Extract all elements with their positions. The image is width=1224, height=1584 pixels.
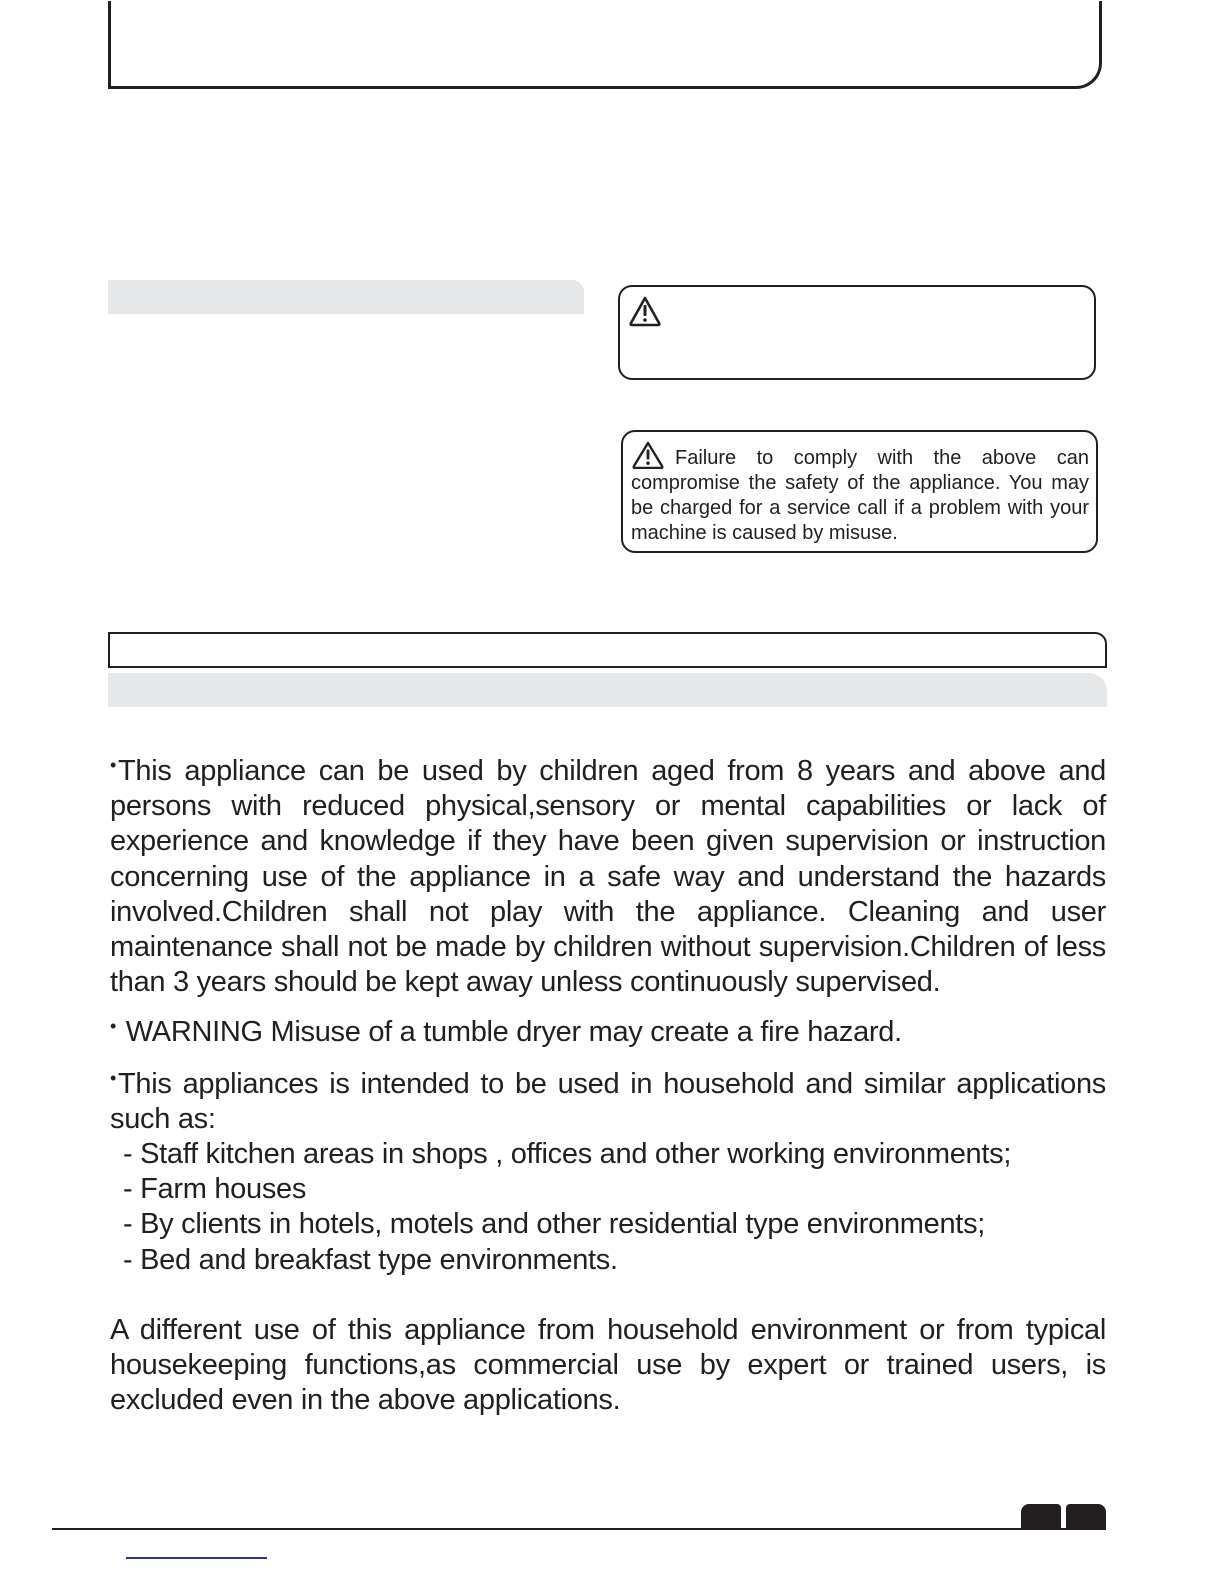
list-item: - Farm houses bbox=[123, 1173, 307, 1206]
title-frame bbox=[108, 1, 1102, 89]
list-item: - Staff kitchen areas in shops , offices and other working environments; bbox=[123, 1138, 1012, 1171]
caution-box bbox=[618, 285, 1096, 380]
section-title-frame bbox=[108, 632, 1107, 668]
fire-hazard-warning: • WARNING Misuse of a tumble dryer may create a fire hazard. bbox=[110, 1016, 902, 1049]
bullet-icon: • bbox=[110, 1067, 117, 1088]
page-number-tab-right bbox=[1066, 1504, 1106, 1530]
intended-use-paragraph: •This appliances is intended to be used in household and similar applications such as: bbox=[110, 1067, 1106, 1135]
safety-instructions bbox=[110, 748, 1106, 1418]
misuse-warning-paragraph bbox=[631, 441, 1089, 546]
section-header-bar bbox=[108, 280, 584, 314]
footer-rule bbox=[52, 1528, 1106, 1530]
misuse-warning-text: Failure to comply with the above can compromise the safety of the appliance. You may be charged for a service call if a problem with your machine is caused by misuse. bbox=[631, 447, 1089, 544]
bullet-icon: • bbox=[110, 755, 117, 775]
children-safety-paragraph: •This appliance can be used by children aged from 8 years and above and persons with reduced physical,sensory or mental capabilities or lack of experience and knowledge if they have been given supervision or instruction concerning use of the appliance in a safe way and understand the hazards involved.Children shall not play with the appliance. Cleaning and user maintenance shall not be made by children without supervision.Children of less than 3 years should be kept away unless continuously supervised. bbox=[110, 755, 1106, 999]
misuse-warning-box bbox=[621, 430, 1098, 553]
excluded-use-paragraph: A different use of this appliance from household environment or from typical housekeeping functions,as commercial use by expert or trained users, is excluded even in the above applications. bbox=[110, 1313, 1106, 1417]
warning-triangle-icon bbox=[631, 441, 665, 469]
footer-accent-line bbox=[126, 1557, 267, 1559]
warning-triangle-icon bbox=[628, 295, 662, 327]
applications-list bbox=[110, 1137, 1106, 1278]
section-subheader-bar bbox=[108, 673, 1107, 707]
page-number-tab-left bbox=[1021, 1504, 1061, 1530]
bullet-icon: • bbox=[110, 1016, 117, 1037]
list-item: - Bed and breakfast type environments. bbox=[123, 1243, 618, 1276]
list-item: - By clients in hotels, motels and other residential type environments; bbox=[123, 1208, 986, 1241]
